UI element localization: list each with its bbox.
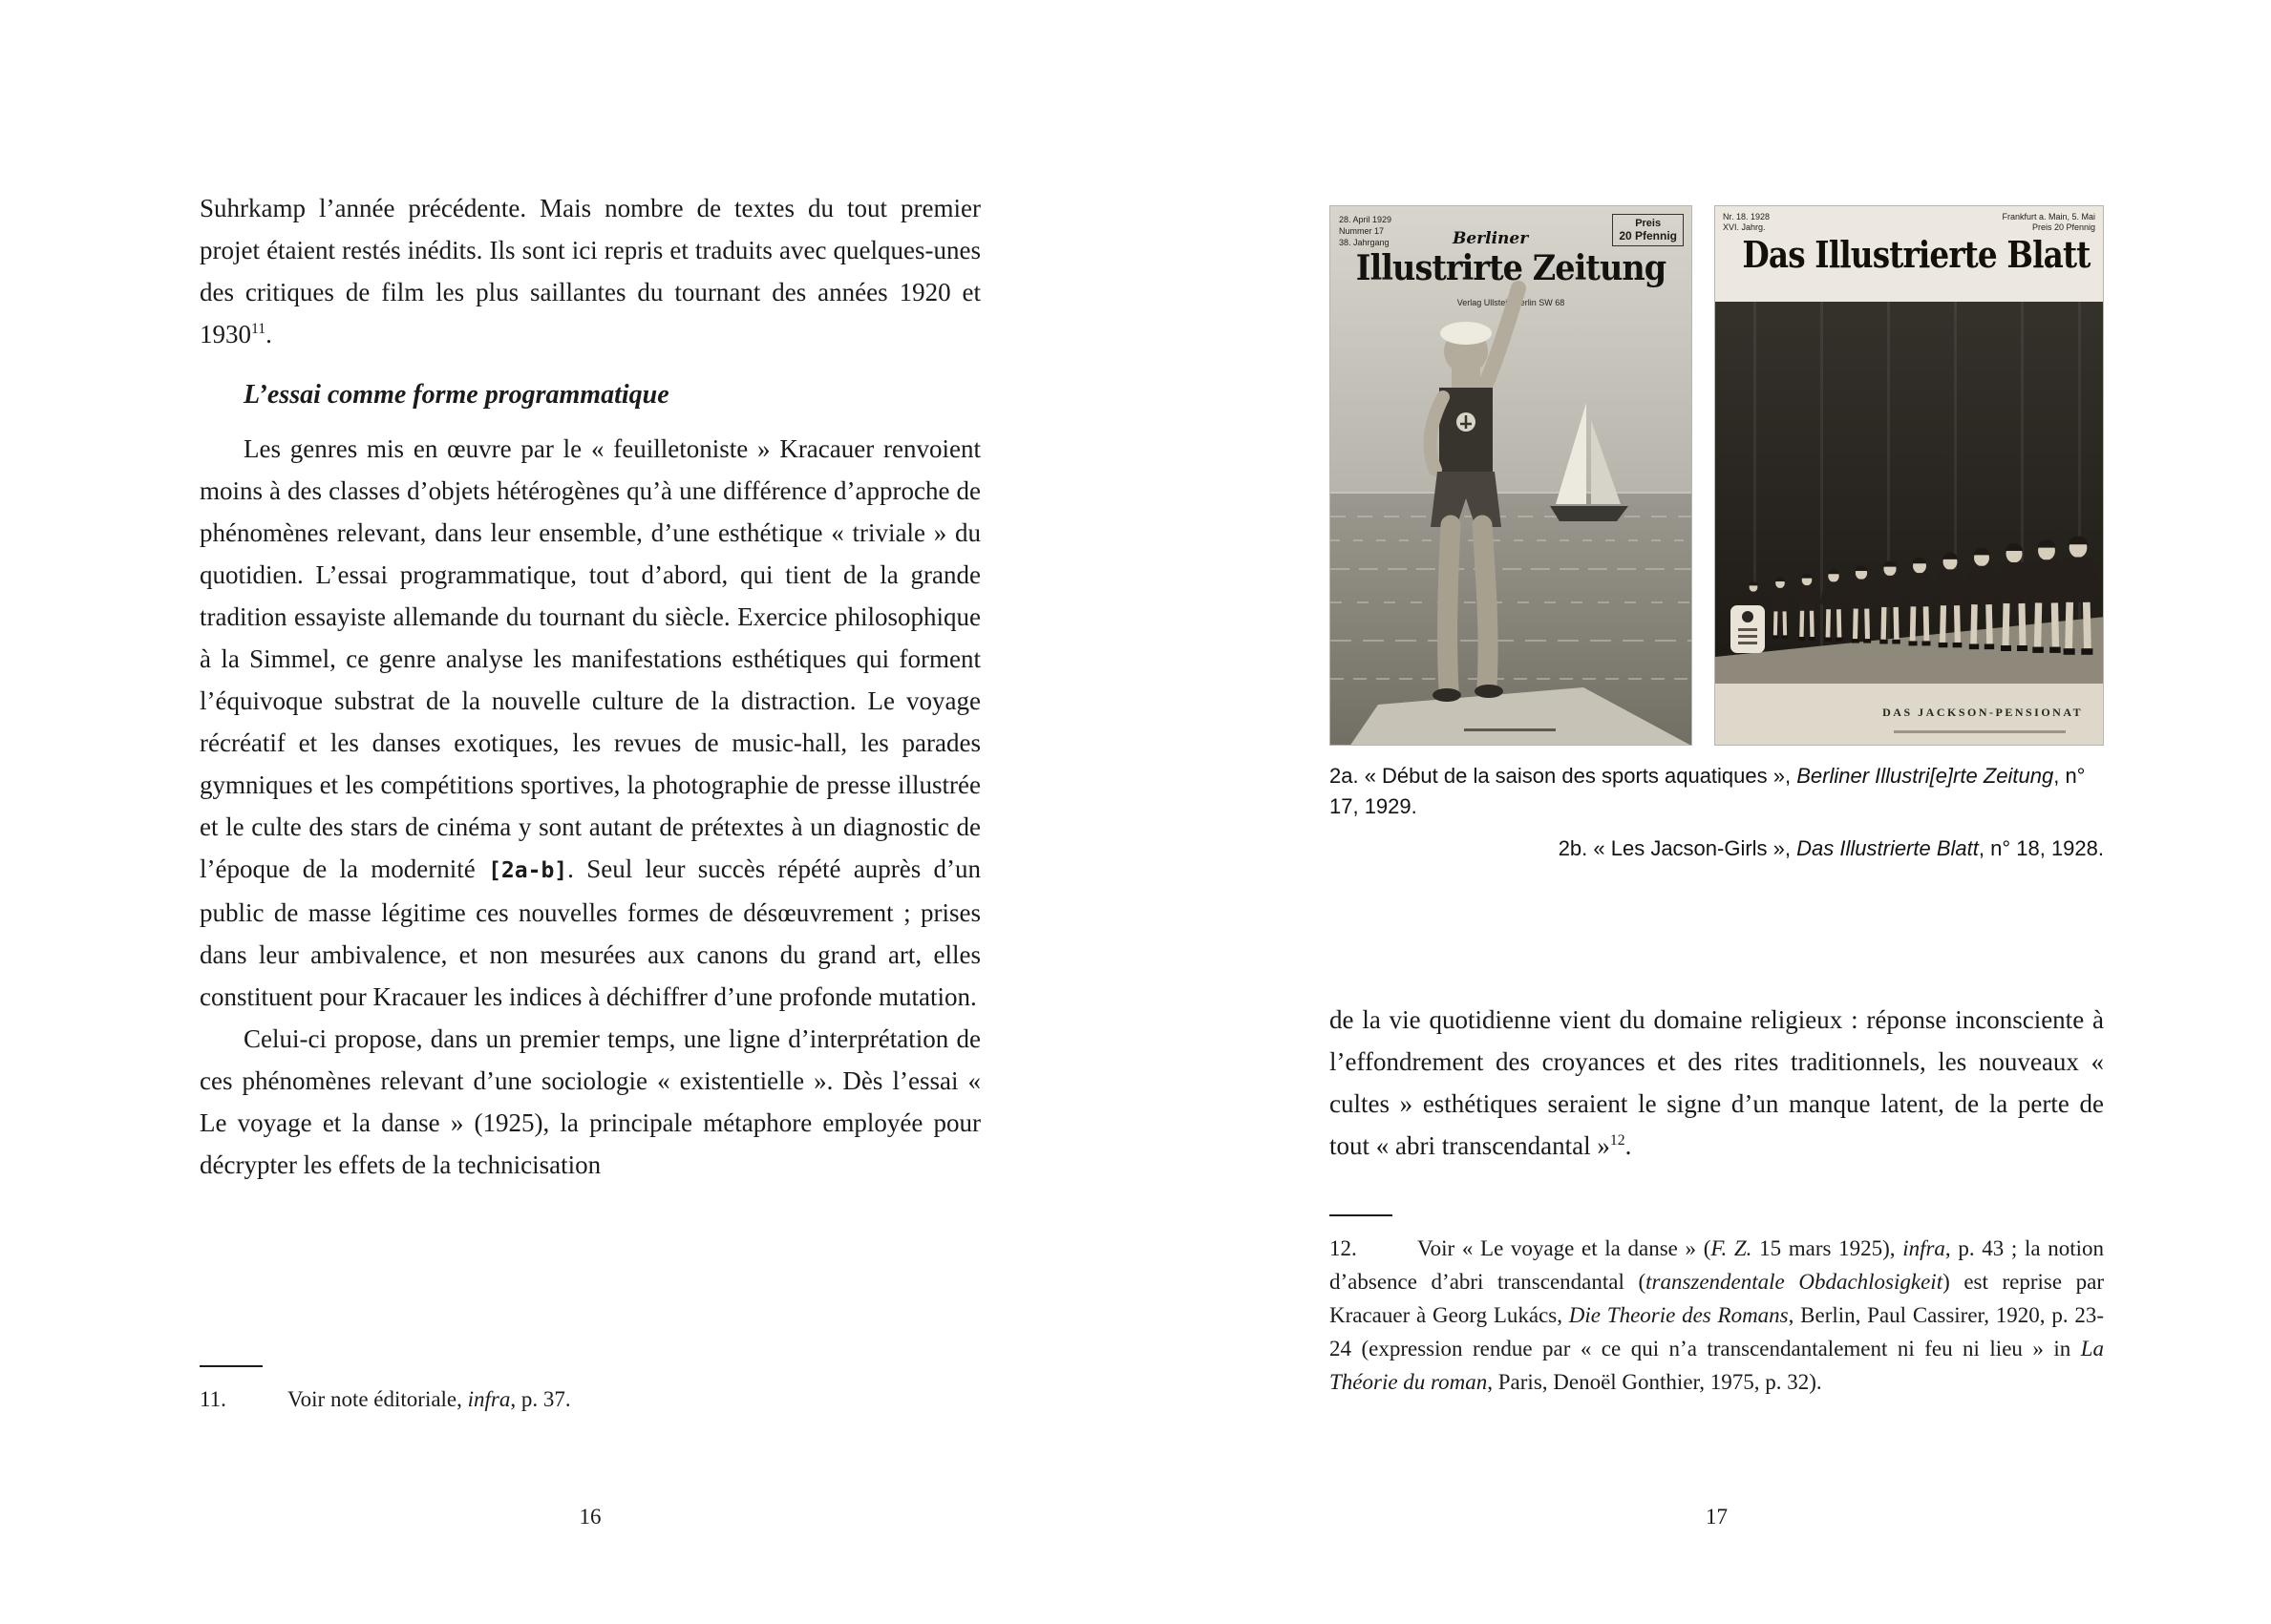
paragraph [200, 428, 981, 1018]
page-17 [1329, 0, 2104, 1624]
footnote-text: , p. 37. [510, 1387, 571, 1411]
footnote-text: , p. 43 ; la notion d’absence d’abri transcendantal ( [1329, 1236, 2104, 1294]
caption-text: 2b. « Les Jacson-Girls », [1558, 836, 1797, 860]
right-text-column [1329, 999, 2104, 1167]
footnote-text: Voir « Le voyage et la danse » ( [1417, 1236, 1711, 1260]
caption-2a [1329, 761, 2104, 822]
price-label: Preis [1635, 218, 1662, 229]
price-value: Preis 20 Pfennig [2031, 222, 2095, 232]
footnote-rule [200, 1365, 263, 1367]
footnote-text: Voir note éditoriale, [287, 1387, 468, 1411]
footnote-text-italic: Die Theorie des Romans [1568, 1303, 1789, 1327]
footnote-text: ) est reprise par Kracauer à Georg Lukács, [1329, 1270, 2105, 1327]
caption-text: 2a. « Début de la saison des sports aquatiques », [1329, 764, 1797, 788]
footnote-number: 12. [1329, 1236, 1357, 1260]
issue-year: XVI. Jahrg. [1723, 222, 1766, 232]
caption-title-italic: Das Illustrierte Blatt [1796, 836, 1979, 860]
paragraph: Celui-ci propose, dans un premier temps, une ligne d’interprétation de ces phénomènes relevant d’une sociologie « existentielle ». Dès l’essai « Le voyage et la danse » (1925), la principale métaphore employée pour décrypter les effets de la technicisation [200, 1024, 981, 1179]
page-number: 17 [1706, 1505, 1728, 1529]
footnote-text: 15 mars 1925), [1751, 1236, 1903, 1260]
footnote-11 [200, 1382, 981, 1416]
issue-date: 28. April 1929 [1339, 215, 1392, 224]
masthead-pretitle: Berliner [1453, 229, 1529, 248]
photo-caption: DAS JACKSON-PENSIONAT [1882, 706, 2084, 719]
figure-2b-magazine-cover [1714, 205, 2104, 746]
paragraph-text: de la vie quotidienne vient du domaine religieux : réponse inconsciente à l’effondrement des croyances et des rites traditionnels, les nouveaux « cultes » esthétiques seraient le signe d’un manque latent, de la perte de tout « abri transcendantal » [1329, 1005, 2104, 1160]
issue-number: Nr. 18. 1928 [1723, 212, 1771, 221]
price-value: 20 Pfennig [1619, 229, 1677, 243]
publisher-line: Verlag Ullstein Berlin SW 68 [1456, 298, 1565, 307]
footnote-area [1329, 1214, 2104, 1399]
paragraph-text: . [265, 320, 272, 348]
masthead-title: Illustrirte Zeitung [1355, 248, 1666, 288]
issue-number: Nummer 17 [1339, 226, 1385, 236]
paragraph-text: Les genres mis en œuvre par le « feuilletoniste » Kracauer renvoient moins à des classes d’objets hétérogènes qu’à une différence d’approche de phénomènes relevant, dans leur ensemble, d’une esthétique « triviale » du quotidien. L’essai programmatique, tout d’abord, qui tient de la grande tradition essayiste allemande du tournant du siècle. Exercice philosophique à la Simmel, ce genre analyse les manifestations esthétiques qui forment l’équivoque substrat de la nouvelle culture de la distraction. Le voyage récréatif et les danses exotiques, les revues de music-hall, les parades gymniques et les compétitions sportives, la photographie de presse illustrée et le culte des stars de cinéma y sont autant de prétextes à un diagnostic de l’époque de la modernité [200, 434, 981, 883]
caption-title-italic: Berliner Illustri[e]rte Zeitung [1796, 764, 2054, 788]
chorus-line-photo [1715, 302, 2104, 746]
issue-year: 38. Jahrgang [1339, 238, 1390, 247]
issue-info [1723, 212, 1770, 233]
cartoon-figure [1730, 605, 1765, 653]
footnote-rule [1329, 1214, 1392, 1216]
footnote-text-italic: transzendentale Obdachlosigkeit [1645, 1270, 1943, 1294]
photo-caption-subline [1894, 730, 2066, 733]
page-number: 16 [579, 1505, 602, 1529]
paragraph-continuation [1329, 999, 2104, 1167]
footnote-area [200, 1365, 981, 1416]
caption-text: , n° 17, 1929. [1329, 764, 2086, 818]
issue-place-price [2002, 212, 2095, 233]
paragraph-text: . [1624, 1131, 1632, 1160]
caption-text: , n° 18, 1928. [1978, 836, 2104, 860]
waving-woman-silhouette [1330, 206, 1692, 746]
page-16 [200, 0, 981, 1624]
figure-reference-2ab: [2a-b] [488, 858, 568, 883]
footnote-ref-12: 12 [1609, 1132, 1625, 1149]
footnote-text-italic: infra [467, 1387, 511, 1411]
footnote-text-italic: infra [1902, 1236, 1945, 1260]
section-heading: L’essai comme forme programmatique [244, 380, 669, 410]
footnote-12 [1329, 1232, 2104, 1399]
issue-place: Frankfurt a. Main, 5. Mai [2002, 212, 2095, 221]
left-text-column [200, 187, 981, 1186]
paragraph-text: Suhrkamp l’année précédente. Mais nombre de textes du tout premier projet étaient restés inédits. Ils sont ici repris et traduits avec quelques-unes des critiques de film les plus saillantes du tournant des années 1920 et 1930 [200, 194, 981, 348]
footnote-text: , Berlin, Paul Cassirer, 1920, p. 23-24 (expression rendue par « ce qui n’a transcendantalement ni feu ni lieu » in [1329, 1303, 2104, 1360]
footnote-number: 11. [200, 1387, 226, 1411]
figure-2a-magazine-cover [1329, 205, 1692, 746]
paragraph-text: . Seul leur succès répété auprès d’un public de masse légitime ces nouvelles formes de désœuvrement ; prises dans leur ambivalence, et non mesurées aux canons du grand art, elles constituent pour Kracauer les indices à déchiffrer d’une profonde mutation. [200, 854, 981, 1011]
footnote-text-italic: F. Z. [1710, 1236, 1752, 1260]
masthead-title: Das Illustrierte Blatt [1742, 233, 2091, 276]
paragraph-continuation [200, 187, 981, 355]
caption-2b [1329, 833, 2104, 864]
footnote-text: , Paris, Denoël Gonthier, 1975, p. 32). [1487, 1370, 1822, 1394]
figures-row [1329, 205, 2104, 746]
footnote-ref-11: 11 [251, 321, 266, 337]
footnote-text-italic: La Théorie du roman [1329, 1337, 2104, 1394]
